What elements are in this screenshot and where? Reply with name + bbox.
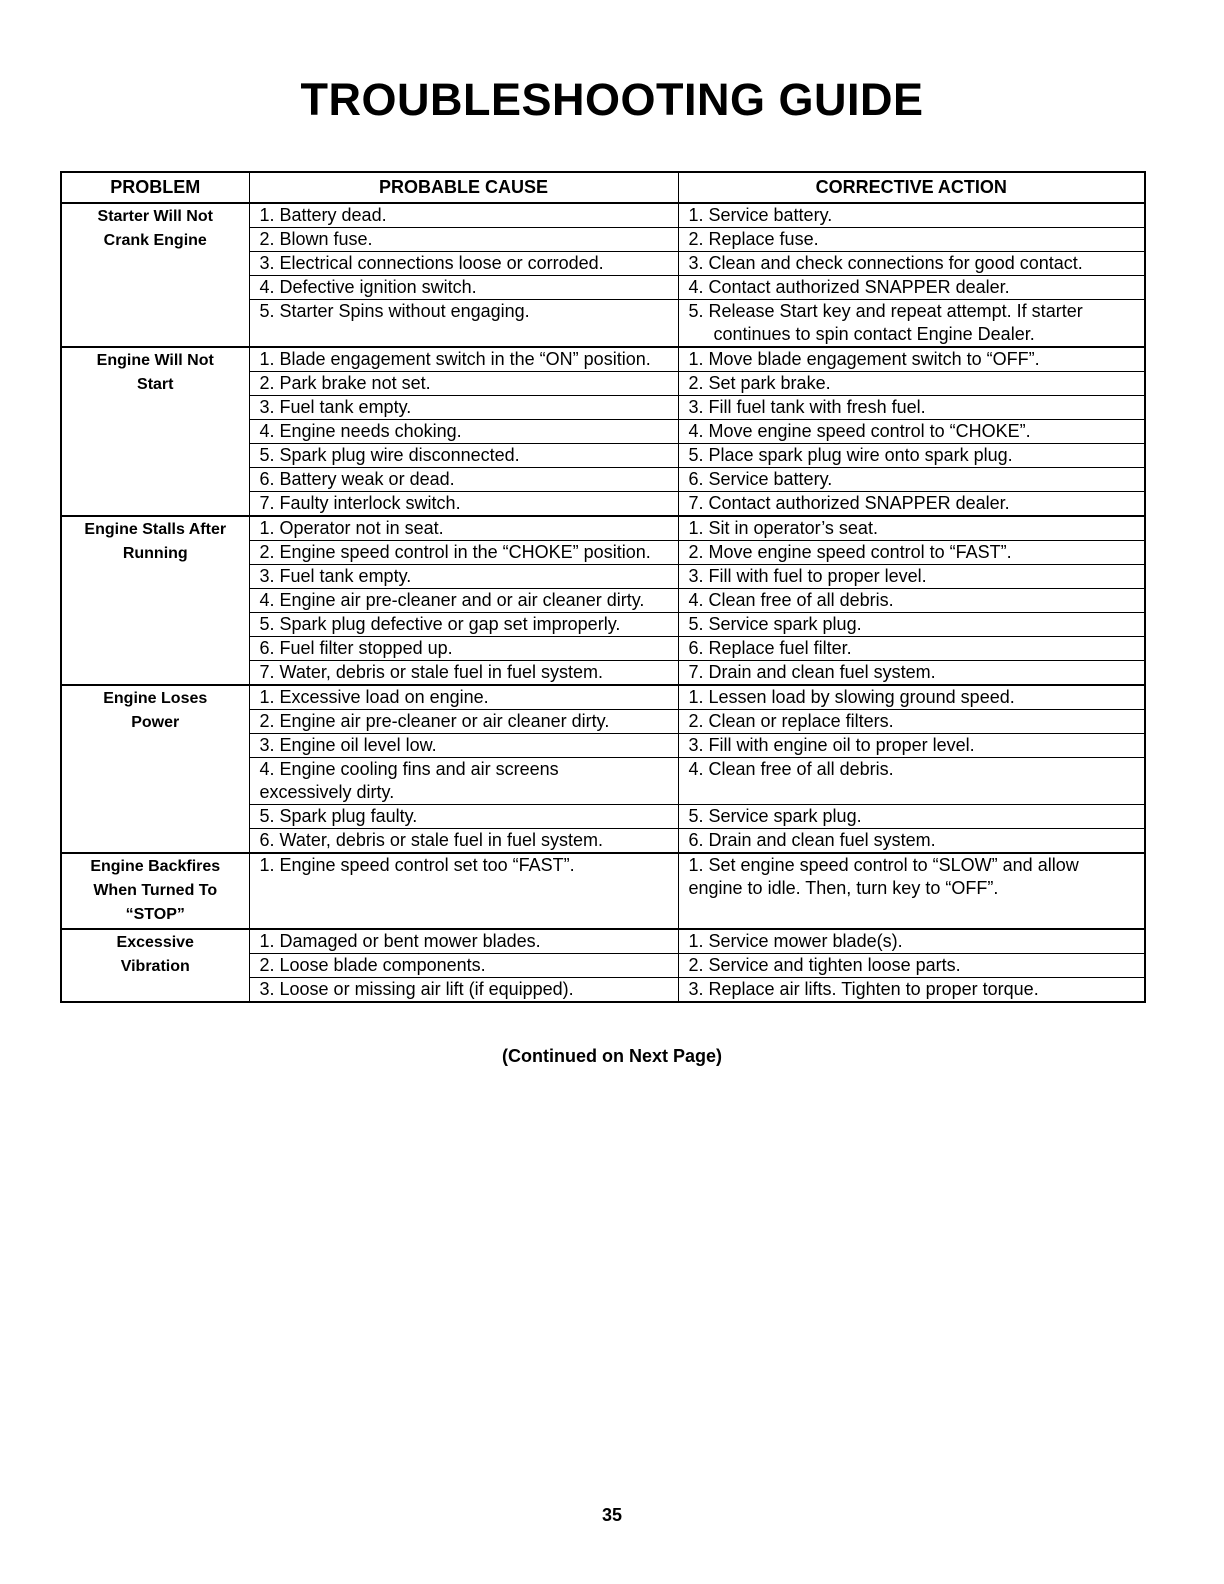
cause-text: 7. Water, debris or stale fuel in fuel system. <box>259 662 603 682</box>
cause-text: 3. Engine oil level low. <box>259 735 437 755</box>
cause-cell <box>249 468 678 492</box>
action-cell <box>678 829 1145 854</box>
action-text: 3. Fill fuel tank with fresh fuel. <box>688 397 926 417</box>
cause-text: 1. Battery dead. <box>259 205 387 225</box>
table-body <box>61 203 1145 1002</box>
action-cell <box>678 541 1145 565</box>
cause-cell <box>249 252 678 276</box>
cause-cell <box>249 516 678 541</box>
cause-cell <box>249 228 678 252</box>
cause-cell <box>249 372 678 396</box>
cause-text: 6. Fuel filter stopped up. <box>259 638 453 658</box>
cause-text: 4. Defective ignition switch. <box>259 277 477 297</box>
problem-cell <box>61 516 249 685</box>
cause-cell <box>249 661 678 686</box>
cause-text: 5. Spark plug faulty. <box>259 806 418 826</box>
cause-text: 3. Fuel tank empty. <box>259 397 412 417</box>
problem-text: “STOP” <box>125 906 185 923</box>
action-text: 3. Replace air lifts. Tighten to proper torque. <box>688 979 1039 999</box>
action-text: 2. Clean or replace filters. <box>688 711 894 731</box>
action-text: 2. Replace fuse. <box>688 229 819 249</box>
action-cell <box>678 637 1145 661</box>
action-text: 1. Lessen load by slowing ground speed. <box>688 687 1015 707</box>
action-text: 3. Fill with engine oil to proper level. <box>688 735 975 755</box>
cause-cell <box>249 853 678 929</box>
action-text: 7. Drain and clean fuel system. <box>688 662 936 682</box>
cause-text: 1. Excessive load on engine. <box>259 687 489 707</box>
problem-text: Engine Will Not <box>96 352 214 369</box>
action-cell <box>678 444 1145 468</box>
action-text: 5. Service spark plug. <box>688 614 862 634</box>
action-cell <box>678 805 1145 829</box>
cause-cell <box>249 805 678 829</box>
action-cell <box>678 710 1145 734</box>
page-title: TROUBLESHOOTING GUIDE <box>300 74 924 125</box>
action-cell <box>678 492 1145 517</box>
action-cell <box>678 347 1145 372</box>
problem-cell <box>61 853 249 929</box>
troubleshooting-table <box>60 171 1146 1003</box>
action-text: 4. Clean free of all debris. <box>688 590 894 610</box>
action-text: 6. Drain and clean fuel system. <box>688 830 936 850</box>
action-text: 1. Sit in operator’s seat. <box>688 518 878 538</box>
cause-text: 1. Damaged or bent mower blades. <box>259 931 541 951</box>
action-cell <box>678 372 1145 396</box>
cause-text: 2. Blown fuse. <box>259 229 373 249</box>
problem-text: Excessive <box>116 934 194 951</box>
action-cell <box>678 516 1145 541</box>
action-cell <box>678 929 1145 954</box>
action-cell <box>678 613 1145 637</box>
cause-cell <box>249 613 678 637</box>
action-cell <box>678 661 1145 686</box>
cause-text: 4. Engine air pre-cleaner and or air cleaner dirty. <box>259 590 645 610</box>
action-text: 5. Service spark plug. <box>688 806 862 826</box>
cause-text: 2. Engine air pre-cleaner or air cleaner dirty. <box>259 711 610 731</box>
action-text: 1. Move blade engagement switch to “OFF”. <box>688 349 1040 369</box>
action-text: 2. Service and tighten loose parts. <box>688 955 961 975</box>
cause-cell <box>249 589 678 613</box>
cause-text: 6. Water, debris or stale fuel in fuel system. <box>259 830 603 850</box>
action-text: 6. Service battery. <box>688 469 833 489</box>
continued-note: (Continued on Next Page) <box>502 1046 722 1066</box>
cause-text: 5. Spark plug defective or gap set improperly. <box>259 614 621 634</box>
action-cell <box>678 589 1145 613</box>
cause-text: 4. Engine needs choking. <box>259 421 462 441</box>
header-corrective-action: CORRECTIVE ACTION <box>678 172 1145 203</box>
problem-text: Engine Loses <box>103 690 208 707</box>
table-row <box>61 685 1145 710</box>
cause-cell <box>249 758 678 805</box>
header-problem: PROBLEM <box>61 172 249 203</box>
action-text: 4. Move engine speed control to “CHOKE”. <box>688 421 1031 441</box>
action-cell <box>678 252 1145 276</box>
cause-cell <box>249 276 678 300</box>
action-cell <box>678 954 1145 978</box>
cause-text: 6. Battery weak or dead. <box>259 469 455 489</box>
cause-text: 1. Blade engagement switch in the “ON” position. <box>259 349 651 369</box>
cause-cell <box>249 396 678 420</box>
table-row <box>61 347 1145 372</box>
table-header-row <box>61 172 1145 203</box>
cause-cell <box>249 300 678 348</box>
cause-text: 3. Loose or missing air lift (if equipped). <box>259 979 574 999</box>
cause-text: 5. Spark plug wire disconnected. <box>259 445 520 465</box>
cause-text: 2. Loose blade components. <box>259 955 486 975</box>
action-text-continued: engine to idle. Then, turn key to “OFF”. <box>688 878 999 898</box>
problem-text: Starter Will Not <box>97 208 213 225</box>
problem-cell <box>61 685 249 853</box>
problem-cell <box>61 203 249 347</box>
table-row <box>61 203 1145 228</box>
cause-cell <box>249 710 678 734</box>
cause-cell <box>249 954 678 978</box>
problem-text: Power <box>131 714 180 731</box>
table-row <box>61 516 1145 541</box>
cause-cell <box>249 978 678 1003</box>
header-probable-cause: PROBABLE CAUSE <box>249 172 678 203</box>
cause-cell <box>249 565 678 589</box>
action-cell <box>678 300 1145 348</box>
action-cell <box>678 853 1145 929</box>
problem-text: When Turned To <box>93 882 218 899</box>
action-cell <box>678 758 1145 805</box>
problem-text: Start <box>137 376 174 393</box>
cause-cell <box>249 444 678 468</box>
action-text: 3. Clean and check connections for good contact. <box>688 253 1083 273</box>
action-cell <box>678 276 1145 300</box>
action-text: 3. Fill with fuel to proper level. <box>688 566 927 586</box>
action-text: 1. Service mower blade(s). <box>688 931 903 951</box>
cause-cell <box>249 929 678 954</box>
table-row <box>61 853 1145 929</box>
cause-cell <box>249 541 678 565</box>
cause-text: 5. Starter Spins without engaging. <box>259 301 530 321</box>
cause-cell <box>249 203 678 228</box>
cause-cell <box>249 685 678 710</box>
cause-text-continued: excessively dirty. <box>259 782 395 802</box>
cause-text: 4. Engine cooling fins and air screens <box>259 759 559 779</box>
cause-cell <box>249 492 678 517</box>
action-text: 1. Service battery. <box>688 205 833 225</box>
table-row <box>61 929 1145 954</box>
problem-text: Engine Stalls After <box>84 521 227 538</box>
cause-cell <box>249 347 678 372</box>
problem-text: Crank Engine <box>103 232 207 249</box>
action-cell <box>678 565 1145 589</box>
cause-text: 1. Operator not in seat. <box>259 518 444 538</box>
action-cell <box>678 203 1145 228</box>
cause-text: 2. Park brake not set. <box>259 373 431 393</box>
action-text: 7. Contact authorized SNAPPER dealer. <box>688 493 1010 513</box>
action-text: 1. Set engine speed control to “SLOW” and allow <box>688 855 1079 875</box>
action-text: 2. Set park brake. <box>688 373 831 393</box>
action-cell <box>678 734 1145 758</box>
action-text: 6. Replace fuel filter. <box>688 638 852 658</box>
page-number: 35 <box>601 1505 623 1525</box>
cause-text: 1. Engine speed control set too “FAST”. <box>259 855 575 875</box>
problem-cell <box>61 347 249 516</box>
cause-cell <box>249 829 678 854</box>
cause-text: 3. Fuel tank empty. <box>259 566 412 586</box>
problem-text: Running <box>122 545 188 562</box>
cause-text: 2. Engine speed control in the “CHOKE” position. <box>259 542 651 562</box>
action-text: 2. Move engine speed control to “FAST”. <box>688 542 1012 562</box>
action-text: 5. Place spark plug wire onto spark plug. <box>688 445 1013 465</box>
action-text-continued: continues to spin contact Engine Dealer. <box>713 324 1035 344</box>
problem-cell <box>61 929 249 1002</box>
action-cell <box>678 685 1145 710</box>
problem-text: Vibration <box>120 958 190 975</box>
action-cell <box>678 228 1145 252</box>
action-cell <box>678 396 1145 420</box>
cause-text: 7. Faulty interlock switch. <box>259 493 461 513</box>
action-cell <box>678 978 1145 1003</box>
problem-text: Engine Backfires <box>90 858 221 875</box>
cause-cell <box>249 734 678 758</box>
cause-cell <box>249 420 678 444</box>
action-text: 4. Clean free of all debris. <box>688 759 894 779</box>
cause-text: 3. Electrical connections loose or corroded. <box>259 253 604 273</box>
action-text: 5. Release Start key and repeat attempt. If starter <box>688 301 1083 321</box>
cause-cell <box>249 637 678 661</box>
action-text: 4. Contact authorized SNAPPER dealer. <box>688 277 1010 297</box>
action-cell <box>678 468 1145 492</box>
action-cell <box>678 420 1145 444</box>
